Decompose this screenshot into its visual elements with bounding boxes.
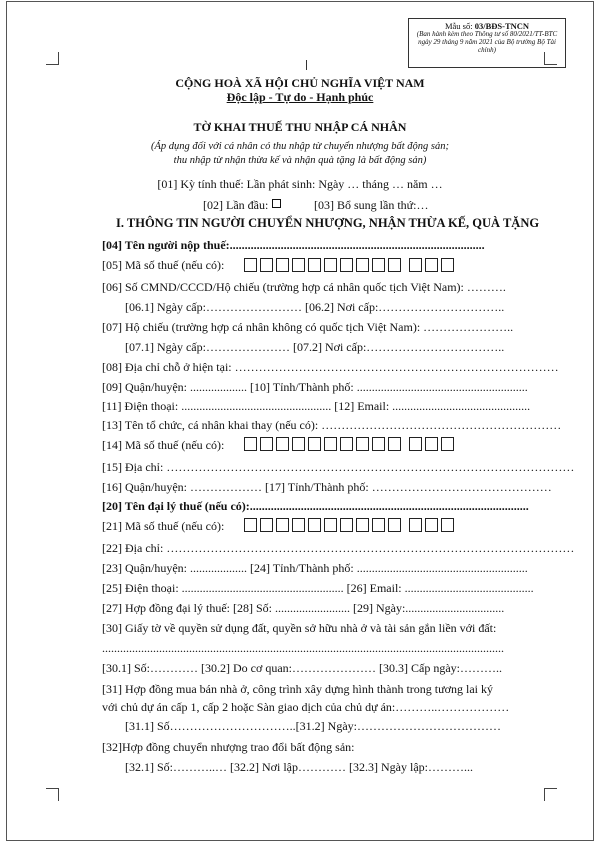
- crop-mark: [46, 52, 59, 65]
- form-info-box: [408, 18, 566, 68]
- tax-agent-name-field: [102, 499, 529, 513]
- transfer-contract-details: [32.1] Số:………..… [32.2] Nơi lập………… [32.3] Ngày lập:………...: [125, 760, 473, 774]
- tax-code-label-05: [05] Mã số thuế (nếu có):: [102, 258, 225, 272]
- tax-agent-name-label: [20] Tên đại lý thuế (nếu có):.............................................................................................: [102, 499, 529, 513]
- transfer-contract-field: [32]Hợp đồng chuyển nhượng trao đổi bất động sản:: [102, 740, 355, 754]
- text-cursor: [306, 60, 307, 70]
- housing-contract-field-a: [31] Hợp đồng mua bán nhà ở, công trình xây dựng hình thành trong tương lai ký: [102, 682, 493, 696]
- first-time-checkbox[interactable]: [272, 199, 281, 208]
- supplement-field: [03] Bổ sung lần thứ:…: [314, 198, 429, 212]
- address-field-15: [15] Địa chỉ: …………………………………………………………………………………………: [102, 460, 575, 474]
- district-province-field-23: [23] Quận/huyện: ................... [24] Tỉnh/Thành phố: .........................................................: [102, 561, 528, 575]
- tax-period-line: [01] Kỳ tính thuế: Lần phát sinh: Ngày … tháng … năm …: [157, 177, 443, 191]
- tax-code-boxes-21[interactable]: [244, 518, 457, 532]
- passport-issue-field: [07.1] Ngày cấp:………………… [07.2] Nơi cấp:……………………………..: [125, 340, 505, 354]
- form-subtitle-2: thu nhập từ nhận thừa kế và nhận quà tặng là bất động sản): [173, 155, 427, 166]
- address-field-22: [22] Địa chỉ: …………………………………………………………………………………………: [102, 541, 575, 555]
- motto: Độc lập - Tự do - Hạnh phúc: [226, 90, 374, 104]
- agent-contract-field: [27] Hợp đồng đại lý thuế: [28] Số: ......................... [29] Ngày:.................................: [102, 601, 505, 615]
- id-number-field: [06] Số CMND/CCCD/Hộ chiếu (trường hợp cá nhân quốc tịch Việt Nam): ……….: [102, 280, 506, 294]
- section-1-heading: I. THÔNG TIN NGƯỜI CHUYỂN NHƯỢNG, NHẬN THỪA KẾ, QUÀ TẶNG: [116, 216, 540, 230]
- phone-email-field: [11] Điện thoại: .................................................. [12] Email: ..............................................: [102, 399, 531, 413]
- crop-mark: [46, 788, 59, 801]
- housing-contract-field-b: với chủ dự án cấp 1, cấp 2 hoặc Sàn giao dịch của chủ dự án:………..………………: [102, 700, 510, 714]
- form-title: TỜ KHAI THUẾ THU NHẬP CÁ NHÂN: [193, 120, 407, 134]
- form-note: (Ban hành kèm theo Thông tư số 80/2021/TT-BTC ngày 29 tháng 9 năm 2021 của Bộ trưởng Bộ Tài chính): [416, 30, 558, 54]
- tax-code-boxes-14[interactable]: [244, 437, 457, 451]
- land-documents-details: [30.1] Số:………… [30.2] Do cơ quan:………………… [30.3] Cấp ngày:………..: [102, 661, 502, 675]
- housing-contract-details: [31.1] Số…………………………..[31.2] Ngày:………………………………: [125, 719, 501, 733]
- passport-field: [07] Hộ chiếu (trường hợp cá nhân không có quốc tịch Việt Nam): …………………..: [102, 320, 514, 334]
- land-documents-dots: ......................................................................................................................................: [102, 641, 504, 655]
- form-subtitle-1: (Áp dụng đối với cá nhân có thu nhập từ chuyển nhượng bất động sản;: [151, 141, 449, 152]
- form-code: [409, 22, 565, 30]
- district-province-field: [09] Quận/huyện: ................... [10] Tỉnh/Thành phố: .........................................................: [102, 380, 528, 394]
- tax-code-label-21: [21] Mã số thuế (nếu có):: [102, 519, 225, 533]
- form-code-prefix: Mẫu số:: [444, 21, 475, 31]
- phone-email-field-25: [25] Điện thoại: ...................................................... [26] Email: ...........................................: [102, 581, 534, 595]
- tax-code-label-14: [14] Mã số thuế (nếu có):: [102, 438, 225, 452]
- country-name: CỘNG HOÀ XÃ HỘI CHỦ NGHĨA VIỆT NAM: [175, 76, 425, 90]
- taxpayer-name-field: [102, 238, 485, 252]
- form-code-value: 03/BĐS-TNCN: [474, 21, 530, 31]
- declarant-name-field: [13] Tên tổ chức, cá nhân khai thay (nếu có): ……………………………………………………: [102, 418, 562, 432]
- current-address-field: [08] Địa chỉ chỗ ở hiện tại: ………………………………………………………………………: [102, 360, 559, 374]
- first-time-label: [02] Lần đầu:: [203, 198, 269, 212]
- crop-mark: [544, 788, 557, 801]
- taxpayer-name-label: [04] Tên người nộp thuế:.....................................................................................: [102, 238, 485, 252]
- first-time-field: [203, 198, 281, 212]
- tax-code-boxes-05[interactable]: [244, 258, 457, 272]
- district-province-field-16: [16] Quận/huyện: ……………… [17] Tỉnh/Thành phố: ………………………………………: [102, 480, 552, 494]
- id-issue-field: [06.1] Ngày cấp:…………………… [06.2] Nơi cấp:…………………………..: [125, 300, 505, 314]
- land-documents-field: [30] Giấy tờ về quyền sử dụng đất, quyền sở hữu nhà ở và tài sản gắn liền với đất:: [102, 621, 497, 635]
